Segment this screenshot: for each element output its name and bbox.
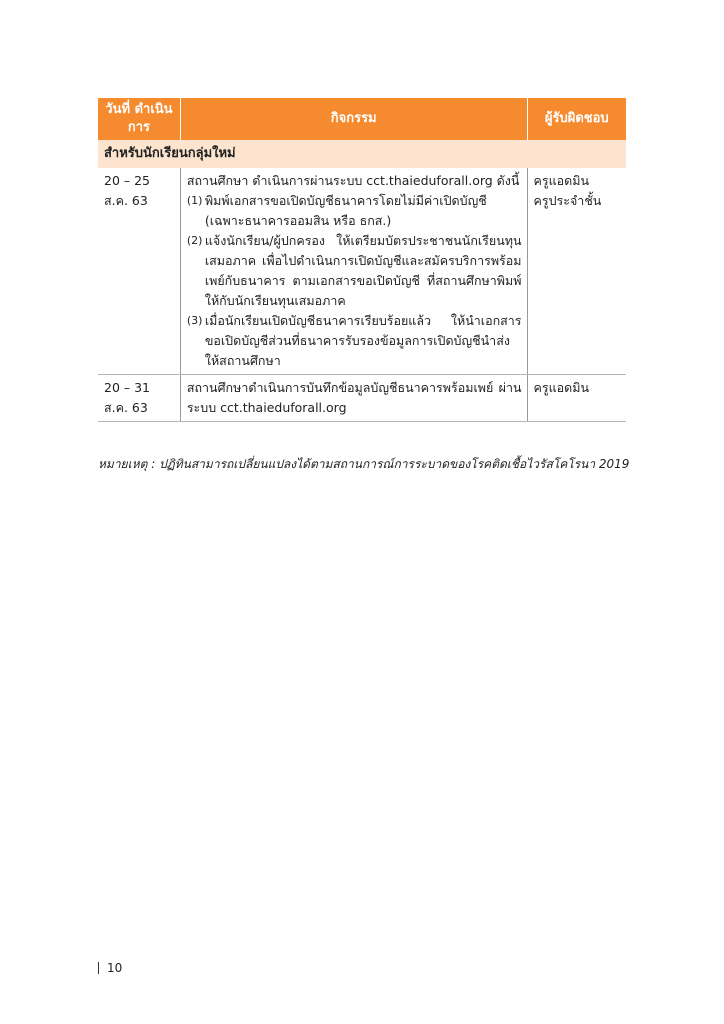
responsible-homeroom: ครูประจำชั้น: [533, 193, 602, 208]
responsible-admin: ครูแอดมิน: [533, 173, 590, 188]
page-number: 10: [107, 961, 123, 975]
date-cell: [98, 375, 180, 422]
list-number: (2): [186, 234, 203, 247]
date-range: 20 – 31: [104, 380, 151, 395]
list-number: (1): [186, 194, 203, 207]
section-title: สำหรับนักเรียนกลุ่มใหม่: [98, 140, 626, 168]
list-item: [187, 311, 522, 371]
list-item: [187, 191, 522, 231]
table-header-row: [98, 98, 626, 140]
date-range: 20 – 25: [104, 173, 151, 188]
header-responsible: ผู้รับผิดชอบ: [527, 98, 626, 140]
page-footer: [98, 961, 122, 975]
header-date: วันที่ ดำเนินการ: [98, 98, 180, 140]
footnote: หมายเหตุ : ปฏิทินสามารถเปลี่ยนแปลงได้ตามสถานการณ์การระบาดของโรคติดเชื้อไวรัสโคโรนา 2019: [98, 457, 630, 471]
activity-list: [187, 191, 522, 371]
section-row: [98, 140, 626, 168]
date-month: ส.ค. 63: [104, 193, 148, 208]
list-text: เมื่อนักเรียนเปิดบัญชีธนาคารเรียบร้อยแล้ว ให้นำเอกสารขอเปิดบัญชีส่วนที่ธนาคารรับรองข้อมูลการเปิดบัญชีนำส่งให้สถานศึกษา: [204, 313, 522, 368]
table-row: [98, 375, 626, 422]
date-cell: [98, 168, 180, 375]
activity-cell: สถานศึกษาดำเนินการบันทึกข้อมูลบัญชีธนาคารพร้อมเพย์ ผ่านระบบ cct.thaieduforall.org: [180, 375, 527, 422]
activity-cell: [180, 168, 527, 375]
responsible-admin: ครูแอดมิน: [533, 380, 590, 395]
list-number: (3): [186, 314, 203, 327]
list-item: [187, 231, 522, 311]
page-divider: [98, 962, 99, 974]
responsible-cell: [527, 168, 626, 375]
list-text: แจ้งนักเรียน/ผู้ปกครอง ให้เตรียมบัตรประชาชนนักเรียนทุนเสมอภาค เพื่อไปดำเนินการเปิดบัญชีและสมัครบริการพร้อมเพย์กับธนาคาร ตามเอกสารขอเปิดบัญชี ที่สถานศึกษาพิมพ์ให้กับนักเรียนทุนเสมอภาค: [204, 233, 522, 308]
activity-intro: สถานศึกษา ดำเนินการผ่านระบบ cct.thaieduforall.org ดังนี้: [186, 173, 520, 188]
schedule-table: [98, 98, 626, 422]
table-row: [98, 168, 626, 375]
list-text: พิมพ์เอกสารขอเปิดบัญชีธนาคารโดยไม่มีค่าเปิดบัญชี (เฉพาะธนาคารออมสิน หรือ ธกส.): [204, 193, 487, 228]
header-activity: กิจกรรม: [180, 98, 527, 140]
responsible-cell: [527, 375, 626, 422]
date-month: ส.ค. 63: [104, 400, 148, 415]
